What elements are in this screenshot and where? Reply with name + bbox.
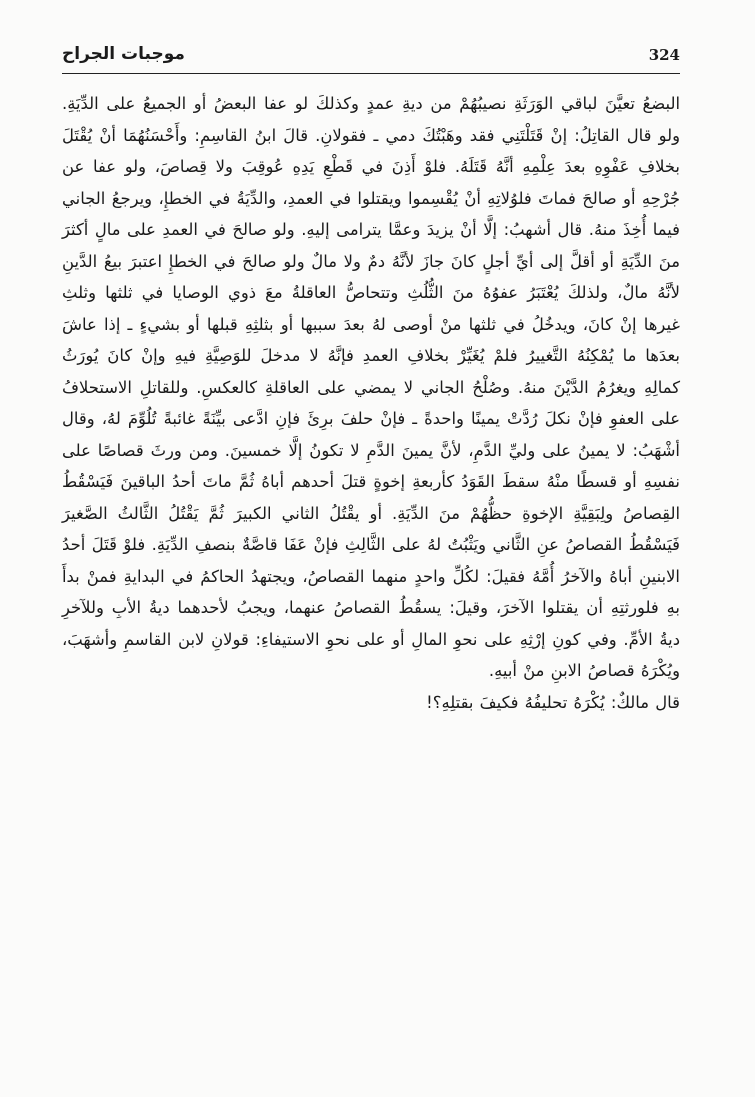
main-paragraph: البضعُ تعيَّنَ لباقي الوَرَثَةِ نصيبُهُمْ من ديةِ عمدٍ وكذلكَ لو عفا البعضُ أو الجميعُ على الدِّيَةِ. ولو قال القاتِلُ: إنْ قَتَلْتَنِي فقد وهَبْتُكَ دمي ـ فقولانِ. قالَ ابنُ القاسِمِ: وأَحْسَنُهُمَا أنْ يُقْتَلَ بخلافِ عَفْوِهِ بعدَ عِلْمِهِ أنَّهُ قَتَلَهُ. فلوْ أَذِنَ في قَطْعِ يَدِهِ عُوقِبَ ولا قِصاصَ، ولو عفا عن جُرْحِهِ أو صالحَ فماتَ فلوُلاتِهِ أنْ يُقْسِموا ويقتلوا في العمدِ، والدِّيَةُ في الخطإِ، ويرجعُ الجاني فيما أُخِذَ منهُ. قال أشهبُ: إلَّا أنْ يزيدَ وعمَّا يترامى إليهِ. ولو صالحَ في العمدِ على مالٍ أكثرَ منَ الدِّيَةِ أو أقلَّ إلى أيِّ أجلٍ كانَ جازَ لأنَّهُ دمٌ ولا مالٌ ولو صالحَ في الخطإِ اعتبرَ بيعُ الدَّينِ لأنَّهُ مالٌ، ولذلكَ يُعْتَبَرُ عفوُهُ منَ الثُّلُثِ وتتحاصُّ العاقلةُ معَ ذوي الوصايا في ثلثها وثلثِ غيرها إنْ كانَ، ويدخُلُ في ثلثها منْ أوصى لهُ بعدَ سببها أو بثلثِهِ قبلها أو بشيءٍ ـ إذا عاشَ بعدَها ما يُمْكِنُهُ التَّغييرُ فلمْ يُغَيِّرْ بخلافِ العمدِ فإنَّهُ لا مدخلَ للوَصِيَّةِ فيهِ وإنْ كانَ يُورَثُ كمالِهِ ويغرُمُ الدَّيْنَ منهُ. وصُلْحُ الجاني لا يمضي على العاقلةِ كالعكسِ. وللقاتلِ الاستحلافُ على العفوِ فإنْ نكلَ رُدَّتْ يمينًا واحدةً ـ فإنْ حلفَ برِئَ فإنِ ادَّعى بيِّنَةً غائبةً تُلُوِّمَ لهُ، وقال أشْهَبُ: لا يمينُ على وليِّ الدَّمِ، لأنَّ يمينَ الدَّمِ لا تكونُ إلَّا خمسينَ. ومن ورثَ قصاصًا على نفسِهِ أو قسطًا منْهُ سقطَ القَوَدُ كأربعةِ إخوةٍ قتلَ أحدهم أباهُ ثُمَّ ماتَ أحدُ الباقينَ فَيَسْقُطُ القِصاصُ ولِبَقِيَّةِ الإخوةِ حظُّهُمْ منَ الدِّيَةِ. أو يقْتُلُ الثاني الكبيرَ ثُمَّ يَقْتُلُ الثَّالثُ الصَّغيرَ فَيَسْقُطُ القصاصُ عنِ الثَّاني ويَثْبُتُ لهُ على الثَّالِثِ فإنْ عَفَا قاصَّةٌ بنصفِ الدِّيَةِ. فلوْ قَتَلَ أحدُ الابنينِ أباهُ والآخرُ أُمَّهُ فقيلَ: لكُلِّ واحدٍ منهما القصاصُ، ويجتهدُ الحاكمُ في البدايةِ فمنْ بدأَ بهِ فلورثتِهِ أن يقتلوا الآخرَ، وقيلَ: يسقُطُ القصاصُ عنهما، ويجبُ لأحدهما ديةُ الأبِ وللآخرِ ديةُ الأمِّ. وفي كونِ إرْثِهِ على نحوِ المالِ أو على نحوِ الاستيفاءِ: قولانِ لابن القاسمِ وأشهَبَ، ويُكْرَهُ قصاصُ الابنِ منْ أبيهِ.	[62, 94, 680, 680]
page-header	[62, 44, 680, 78]
page-number: 324	[648, 46, 680, 64]
running-title: موجبات الجراح	[62, 44, 185, 64]
body-text	[62, 88, 680, 718]
closing-line: قال مالكٌ: يُكْرَهُ تحليفُهُ فكيفَ بقتلِهِ؟!	[426, 692, 680, 712]
header-divider	[62, 73, 680, 75]
